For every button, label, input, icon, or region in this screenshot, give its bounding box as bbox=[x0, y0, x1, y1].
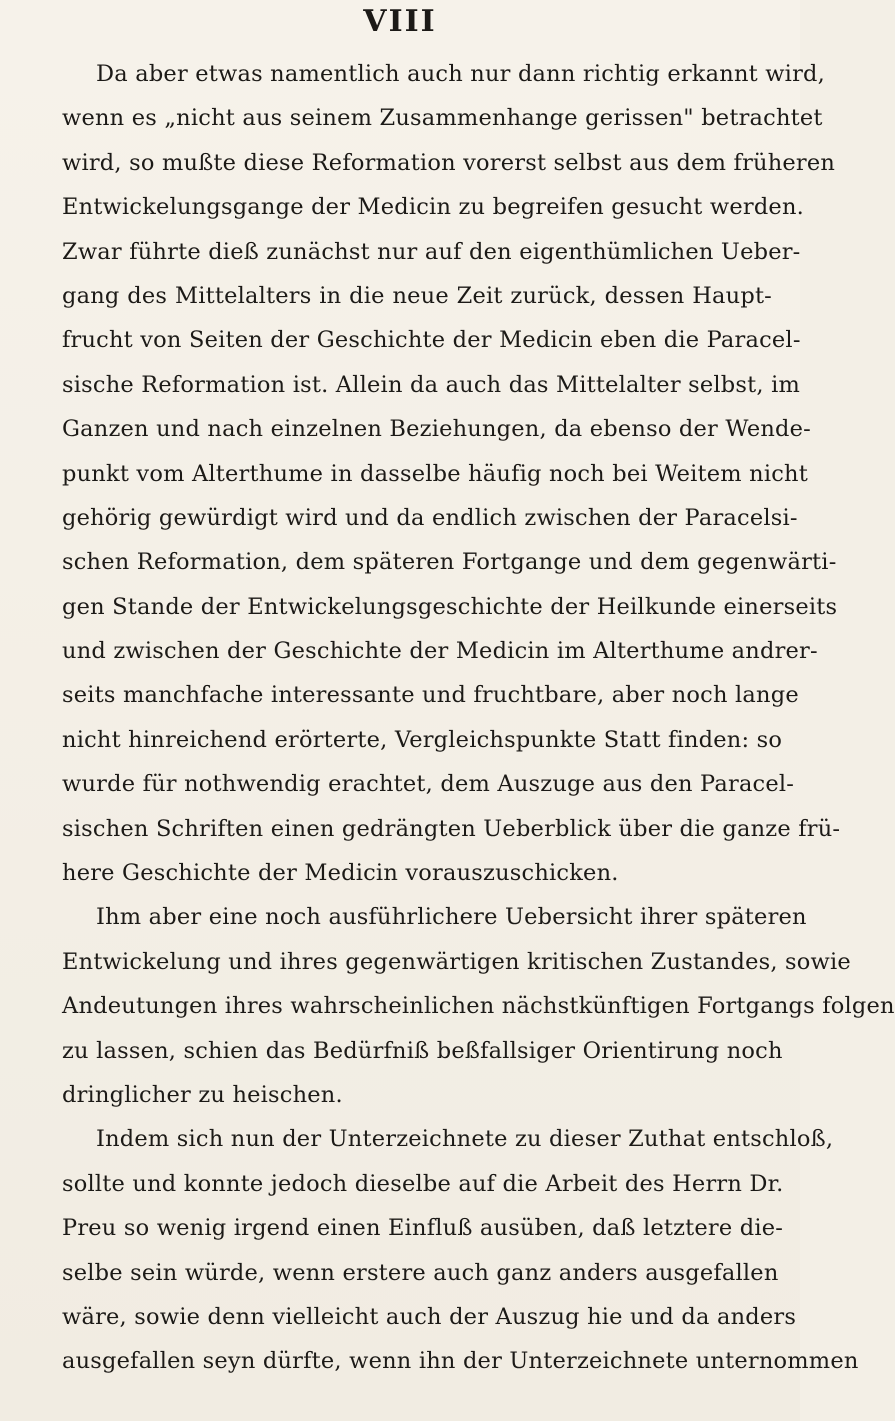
text-line: selbe sein würde, wenn erstere auch ganz anders ausgefallen bbox=[62, 1259, 779, 1286]
text-line: wurde für nothwendig erachtet, dem Auszuge aus den Paracel- bbox=[62, 771, 795, 798]
text-line: frucht von Seiten der Geschichte der Medicin eben die Paracel- bbox=[62, 327, 801, 354]
text-line: nicht hinreichend erörterte, Vergleichspunkte Statt finden: so bbox=[62, 726, 783, 753]
text-line: Entwickelungsgange der Medicin zu begreifen gesucht werden. bbox=[62, 194, 804, 221]
page-number: VIII bbox=[363, 4, 437, 39]
text-line: gen Stande der Entwickelungsgeschichte der Heilkunde einerseits bbox=[62, 593, 838, 620]
text-line: gehörig gewürdigt wird und da endlich zwischen der Paracelsi- bbox=[62, 504, 798, 531]
text-line: wird, so mußte diese Reformation vorerst selbst aus dem früheren bbox=[62, 149, 836, 176]
text-line: Andeutungen ihres wahrscheinlichen nächstkünftigen Fortgangs folgen bbox=[62, 993, 895, 1020]
text-line: sischen Schriften einen gedrängten Ueberblick über die ganze frü- bbox=[62, 815, 841, 842]
text-line: Ganzen und nach einzelnen Beziehungen, da ebenso der Wende- bbox=[62, 416, 811, 443]
text-line: Da aber etwas namentlich auch nur dann richtig erkannt wird, bbox=[96, 61, 825, 87]
text-line: wäre, sowie denn vielleicht auch der Auszug hie und da anders bbox=[62, 1303, 797, 1330]
text-line: here Geschichte der Medicin vorauszuschicken. bbox=[62, 860, 619, 887]
text-line: Entwickelung und ihres gegenwärtigen kritischen Zustandes, sowie bbox=[62, 948, 851, 975]
text-line: zu lassen, schien das Bedürfniß beßfallsiger Orientirung noch bbox=[62, 1037, 783, 1064]
text-line: dringlicher zu heischen. bbox=[62, 1081, 343, 1108]
text-line: seits manchfache interessante und fruchtbare, aber noch lange bbox=[62, 682, 799, 709]
text-line: und zwischen der Geschichte der Medicin im Alterthume andrer- bbox=[62, 638, 818, 665]
text-line: schen Reformation, dem späteren Fortgange und dem gegenwärti- bbox=[62, 549, 837, 576]
text-line: Zwar führte dieß zunächst nur auf den eigenthümlichen Ueber- bbox=[62, 238, 801, 265]
text-line: ausgefallen seyn dürfte, wenn ihn der Unterzeichnete unternommen bbox=[62, 1348, 859, 1375]
text-line: Indem sich nun der Unterzeichnete zu dieser Zuthat entschloß, bbox=[96, 1126, 834, 1153]
text-line: wenn es „nicht aus seinem Zusammenhange gerissen" betrachtet bbox=[62, 105, 823, 132]
text-line: sische Reformation ist. Allein da auch das Mittelalter selbst, im bbox=[62, 371, 801, 398]
text-line: punkt vom Alterthume in dasselbe häufig noch bei Weitem nicht bbox=[62, 460, 808, 487]
body-text bbox=[62, 52, 895, 1384]
text-line: Ihm aber eine noch ausführlichere Uebersicht ihrer späteren bbox=[96, 904, 807, 931]
text-line: Preu so wenig irgend einen Einfluß ausüben, daß letztere die- bbox=[62, 1215, 784, 1242]
text-line: sollte und konnte jedoch dieselbe auf die Arbeit des Herrn Dr. bbox=[62, 1170, 784, 1197]
text-line: gang des Mittelalters in die neue Zeit zurück, dessen Haupt- bbox=[62, 282, 772, 309]
